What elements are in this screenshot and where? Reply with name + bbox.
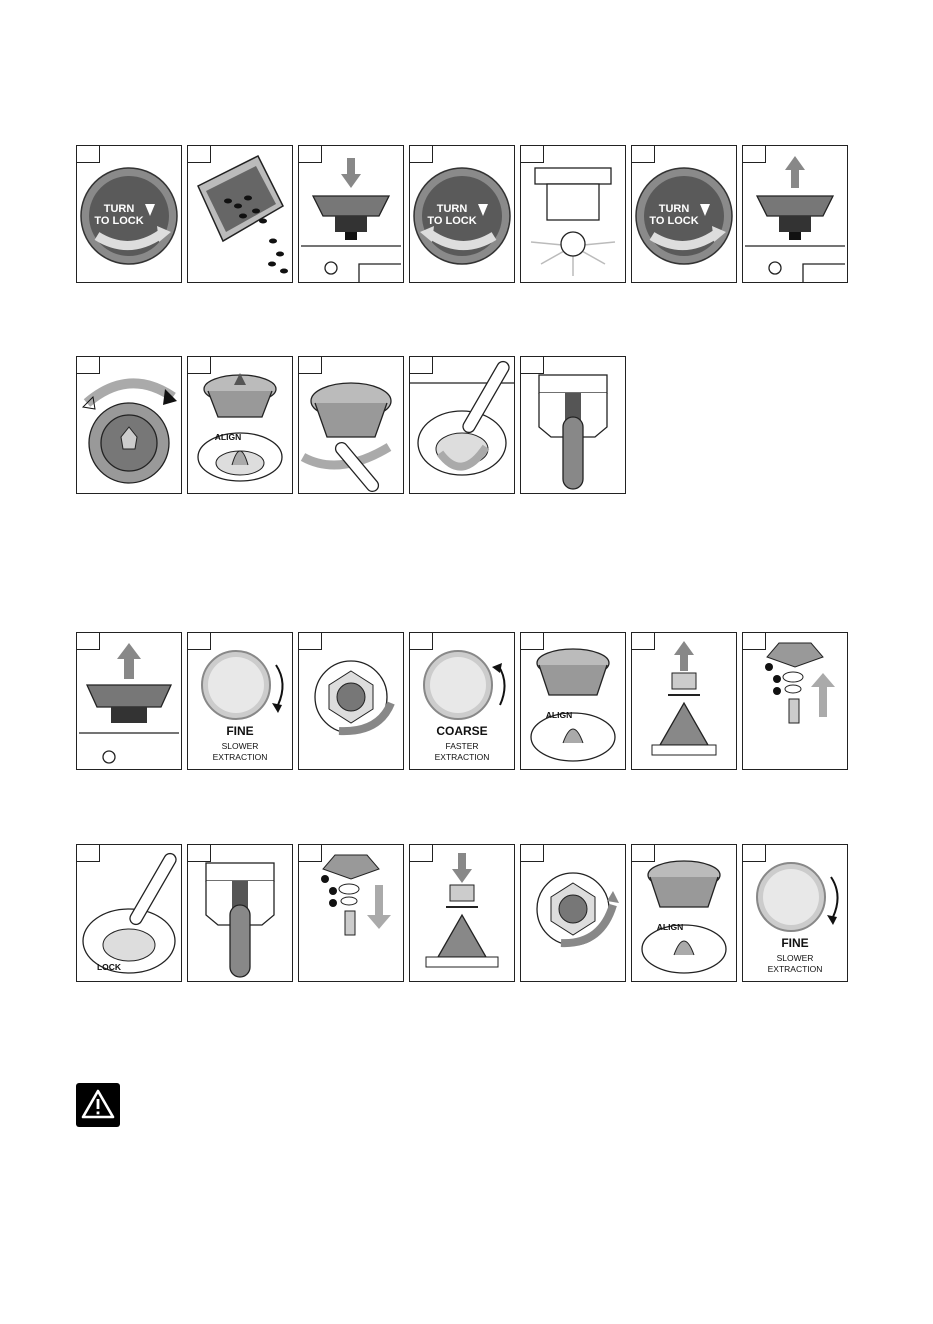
panel-burr-nut-up xyxy=(631,632,737,770)
panel-brush-burr xyxy=(298,356,404,494)
panel-upper-burr-tighten xyxy=(520,844,626,982)
panel-turn-to-lock xyxy=(76,145,182,283)
to-lock-label-3: TO LOCK xyxy=(649,215,699,227)
align-label-3: ALIGN xyxy=(656,922,684,932)
step-row-3 xyxy=(76,632,848,770)
beans-hopper-illustration xyxy=(188,146,292,282)
panel-burr-assembly-2 xyxy=(631,844,737,982)
to-lock-label: TO LOCK xyxy=(94,215,144,227)
brush-chute-illustration-2 xyxy=(188,845,292,981)
burr-nut-up-illustration xyxy=(632,633,736,769)
to-lock-label-2: TO LOCK xyxy=(427,215,477,227)
lift-hopper-illustration xyxy=(77,633,181,769)
panel-burr-rotate xyxy=(76,356,182,494)
panel-remove-burr xyxy=(187,356,293,494)
extraction-label: EXTRACTION xyxy=(212,752,268,762)
brush-chute-illustration xyxy=(521,357,625,493)
panel-brush-lower-lock xyxy=(76,844,182,982)
panel-grinder-light xyxy=(520,145,626,283)
panel-turn-to-lock-3 xyxy=(631,145,737,283)
fine-label-2: FINE xyxy=(781,936,809,950)
upper-burr-nut-illustration xyxy=(299,633,403,769)
slower-label-2: SLOWER xyxy=(776,953,814,963)
panel-upper-burr-nut xyxy=(298,632,404,770)
brush-lower-lock-illustration xyxy=(77,845,181,981)
insert-hopper-illustration xyxy=(299,146,403,282)
panel-beans-hopper xyxy=(187,145,293,283)
extraction-label-2: EXTRACTION xyxy=(434,752,490,762)
burr-assembly-illustration-2 xyxy=(632,845,736,981)
step-row-4 xyxy=(76,844,848,982)
align-label: ALIGN xyxy=(214,432,242,442)
fine-label: FINE xyxy=(226,724,254,738)
coarse-label: COARSE xyxy=(436,724,488,738)
turn-label: TURN xyxy=(103,203,135,215)
panel-parts-down xyxy=(298,844,404,982)
panel-burr-assembly xyxy=(520,632,626,770)
panel-remove-hopper xyxy=(742,145,848,283)
panel-dial-fine-2 xyxy=(742,844,848,982)
panel-dial-fine xyxy=(187,632,293,770)
panel-parts-up xyxy=(742,632,848,770)
extraction-label-3: EXTRACTION xyxy=(767,964,823,974)
remove-burr-illustration xyxy=(188,357,292,493)
burr-rotate-illustration xyxy=(77,357,181,493)
panel-burr-nut-down xyxy=(409,844,515,982)
panel-brush-chute-2 xyxy=(187,844,293,982)
panel-turn-to-lock-2 xyxy=(409,145,515,283)
warning-icon xyxy=(76,1083,120,1127)
faster-label: FASTER xyxy=(445,741,479,751)
lock-label: LOCK xyxy=(96,962,122,972)
panel-brush-chute xyxy=(520,356,626,494)
step-row-1 xyxy=(76,145,848,283)
remove-hopper-illustration xyxy=(743,146,847,282)
turn-label-3: TURN xyxy=(658,203,690,215)
slower-label: SLOWER xyxy=(221,741,259,751)
brush-burr-illustration xyxy=(299,357,403,493)
step-row-2 xyxy=(76,356,626,494)
brush-lower-burr-illustration xyxy=(410,357,514,493)
panel-dial-coarse xyxy=(409,632,515,770)
parts-down-illustration xyxy=(299,845,403,981)
upper-burr-tighten-illustration xyxy=(521,845,625,981)
turn-label-2: TURN xyxy=(436,203,468,215)
align-label-2: ALIGN xyxy=(545,710,573,720)
panel-brush-lower-burr xyxy=(409,356,515,494)
panel-insert-hopper xyxy=(298,145,404,283)
panel-lift-hopper xyxy=(76,632,182,770)
burr-assembly-illustration xyxy=(521,633,625,769)
burr-nut-down-illustration xyxy=(410,845,514,981)
parts-up-illustration xyxy=(743,633,847,769)
grinder-light-illustration xyxy=(521,146,625,282)
